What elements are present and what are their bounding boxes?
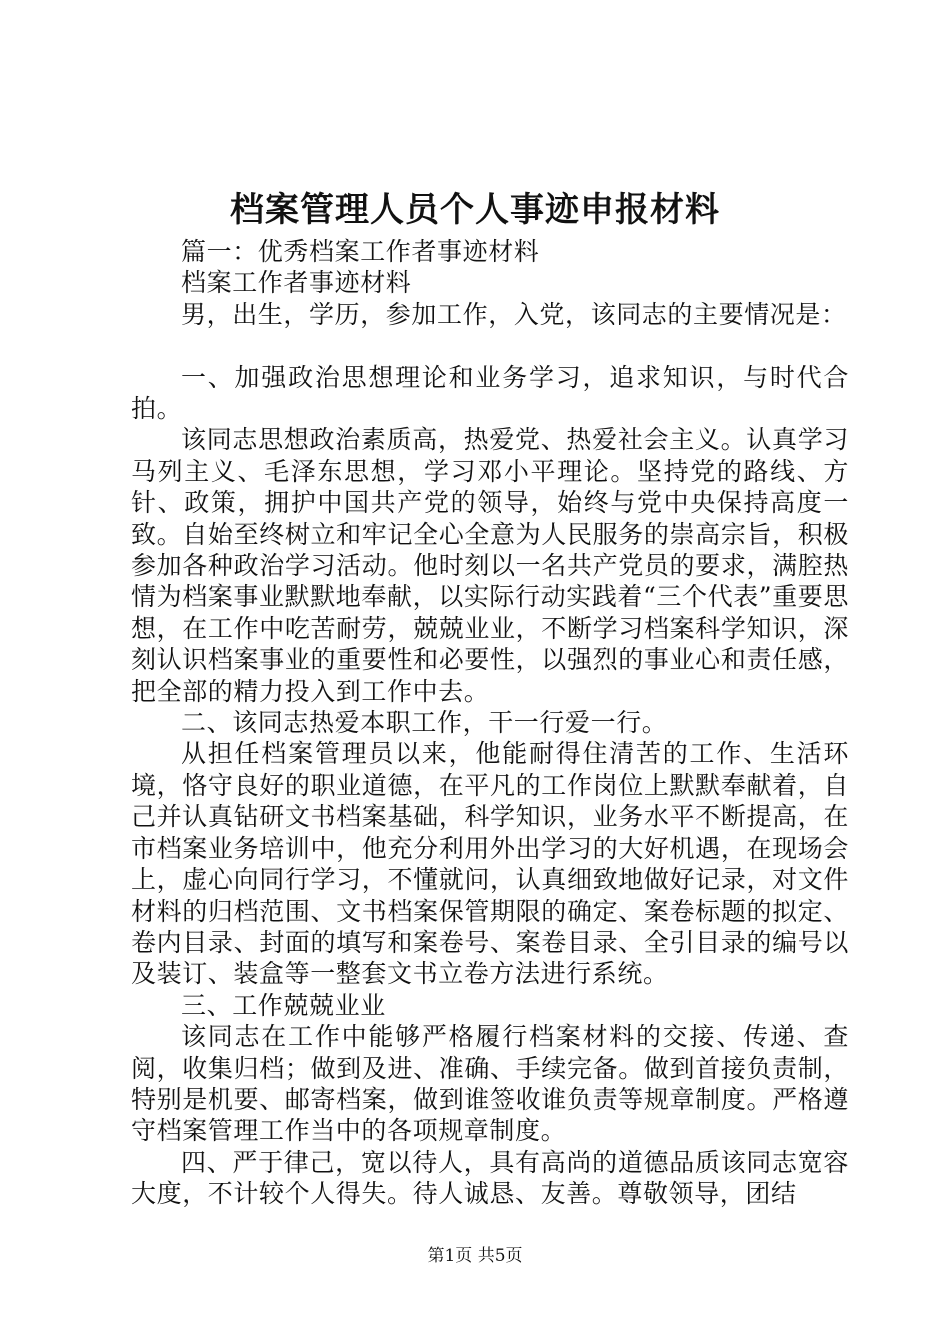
paragraph-body-1: 该同志思想政治素质高，热爱党、热爱社会主义。认真学习马列主义、毛泽东思想，学习邓小平理论。坚持党的路线、方针、政策，拥护中国共产党的领导，始终与党中央保持高度一致。自始至终树立和牢记全心全意为人民服务的崇高宗旨，积极参加各种政治学习活动。他时刻以一名共产党员的要求，满腔热情为档案事业默默地奉献，以实际行动实践着“三个代表”重要思想，在工作中吃苦耐劳，兢兢业业，不断学习档案科学知识，深刻认识档案事业的重要性和必要性，以强烈的事业心和责任感，把全部的精力投入到工作中去。 bbox=[131, 425, 849, 706]
paragraph-subtitle: 档案工作者事迹材料 bbox=[181, 268, 412, 298]
paragraph-body-2: 从担任档案管理员以来，他能耐得住清苦的工作、生活环境，恪守良好的职业道德，在平凡的工作岗位上默默奉献着，自己并认真钻研文书档案基础，科学知识，业务水平不断提高，在市档案业务培训中，他充分利用外出学习的大好机遇，在现场会上，虚心向同行学习，不懂就问，认真细致地做好记录，对文件材料的归档范围、文书档案保管期限的确定、案卷标题的拟定、卷内目录、封面的填写和案卷号、案卷目录、全引目录的编号以及装订、装盒等一整套文书立卷方法进行系统。 bbox=[131, 739, 849, 989]
paragraph-heading-1: 一、加强政治思想理论和业务学习，追求知识，与时代合拍。 bbox=[131, 362, 849, 424]
page-footer: 第1页 共5页 bbox=[427, 1246, 523, 1266]
paragraph-heading-2: 二、该同志热爱本职工作，干一行爱一行。 bbox=[181, 708, 668, 738]
document-body bbox=[131, 236, 849, 1210]
paragraph-heading-4: 四、严于律己，宽以待人，具有高尚的道德品质该同志宽容大度，不计较个人得失。待人诚恳、友善。尊敬领导，团结 bbox=[131, 1147, 849, 1209]
paragraph-intro: 男，出生，学历，参加工作，入党，该同志的主要情况是： bbox=[181, 299, 847, 329]
paragraph-blank bbox=[131, 330, 849, 361]
paragraph-heading-3: 三、工作兢兢业业 bbox=[181, 990, 386, 1020]
paragraph-body-3: 该同志在工作中能够严格履行档案材料的交接、传递、查阅，收集归档；做到及进、准确、手续完备。做到首接负责制，特别是机要、邮寄档案，做到谁签收谁负责等规章制度。严格遵守档案管理工作当中的各项规章制度。 bbox=[131, 1022, 849, 1146]
paragraph-section-heading: 篇一：优秀档案工作者事迹材料 bbox=[181, 237, 540, 266]
document-title: 档案管理人员个人事迹申报材料 bbox=[230, 190, 720, 230]
